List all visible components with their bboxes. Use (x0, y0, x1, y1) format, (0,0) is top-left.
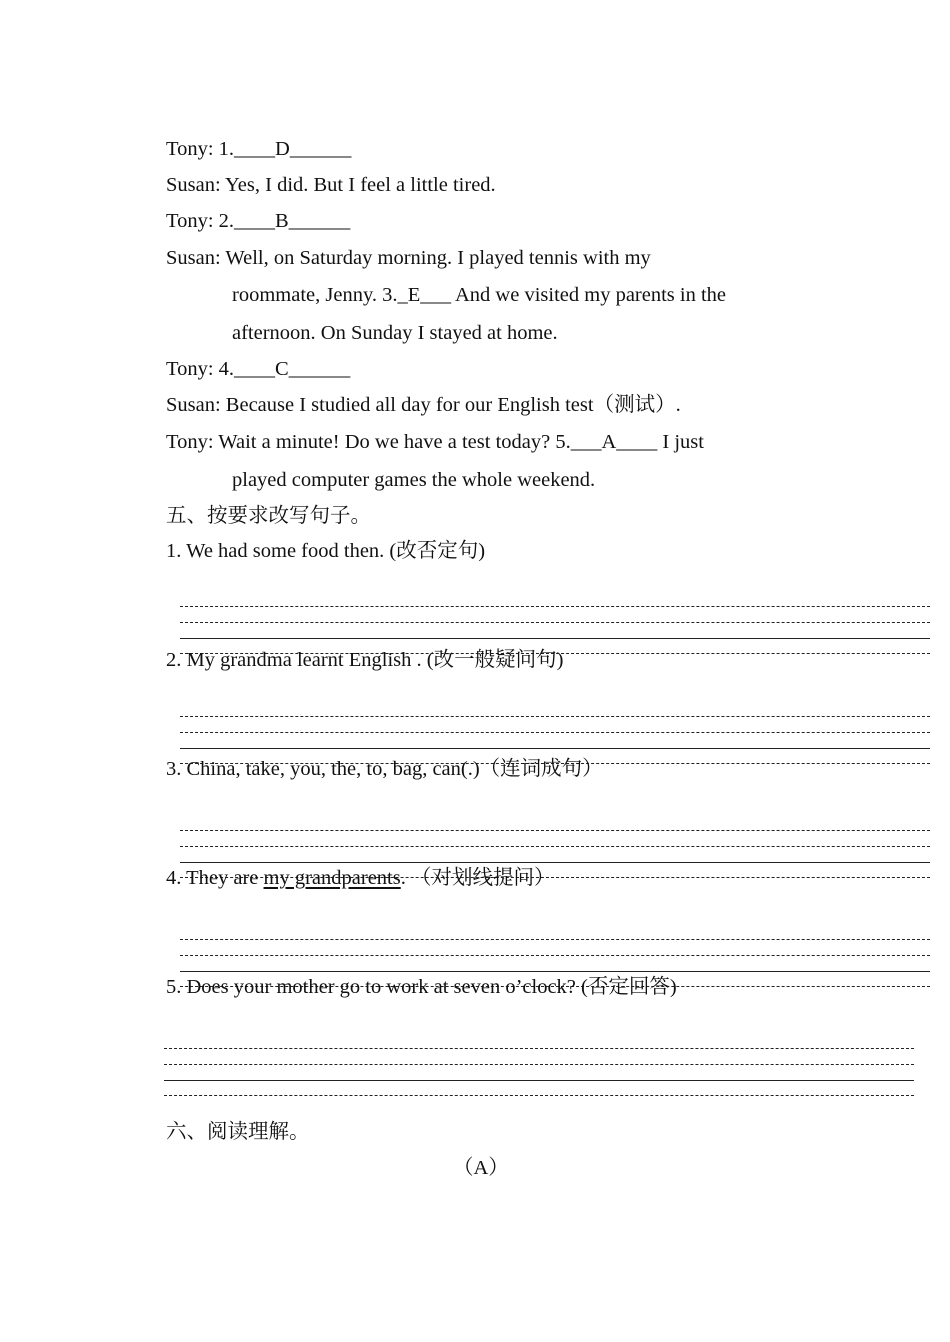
dashed-rule (180, 606, 930, 607)
question-3: 3. China, take, you, the, to, bag, can(.)（连词成句） (166, 758, 603, 780)
question-4-prefix: 4. They are (166, 867, 264, 889)
question-2: 2. My grandma learnt English . (改一般疑问句) (166, 649, 564, 671)
question-5: 5. Does your mother go to work at seven o’clock? (否定回答) (166, 976, 677, 998)
dashed-rule (180, 846, 930, 847)
solid-rule (180, 748, 930, 749)
solid-rule (180, 638, 930, 639)
dialogue-line-5: roommate, Jenny. 3._E___ And we visited my parents in the (232, 284, 727, 306)
question-4-underlined: my grandparents (263, 867, 401, 889)
dialogue-line-6: afternoon. On Sunday I stayed at home. (232, 322, 558, 344)
dashed-rule (180, 939, 930, 940)
dialogue-line-1: Tony: 1.____D______ (166, 138, 352, 160)
dashed-rule (180, 622, 930, 623)
dashed-rule (180, 716, 930, 717)
dialogue-line-3: Tony: 2.____B______ (166, 210, 351, 232)
dialogue-line-2: Susan: Yes, I did. But I feel a little tired. (166, 174, 496, 196)
dialogue-line-8: Susan: Because I studied all day for our English test（测试）. (166, 394, 681, 416)
section-5-heading: 五、按要求改写句子。 (166, 505, 371, 527)
dashed-rule (164, 1095, 914, 1096)
answer-lines-5[interactable] (164, 1048, 914, 1110)
dashed-rule (180, 732, 930, 733)
solid-rule (180, 862, 930, 863)
section-6-heading: 六、阅读理解。 (166, 1121, 310, 1143)
dashed-rule (164, 1048, 914, 1049)
dialogue-line-4: Susan: Well, on Saturday morning. I played tennis with my (166, 247, 651, 269)
question-4 (166, 865, 554, 891)
solid-rule (180, 971, 930, 972)
question-4-suffix: . （对划线提问） (400, 867, 555, 889)
dashed-rule (180, 955, 930, 956)
passage-label: （A） (453, 1157, 509, 1179)
question-1: 1. We had some food then. (改否定句) (166, 540, 486, 562)
dialogue-line-7: Tony: 4.____C______ (166, 358, 351, 380)
solid-rule (164, 1080, 914, 1081)
dialogue-line-9: Tony: Wait a minute! Do we have a test today? 5.___A____ I just (166, 431, 704, 453)
dialogue-line-10: played computer games the whole weekend. (232, 469, 596, 491)
dashed-rule (164, 1064, 914, 1065)
dashed-rule (180, 830, 930, 831)
